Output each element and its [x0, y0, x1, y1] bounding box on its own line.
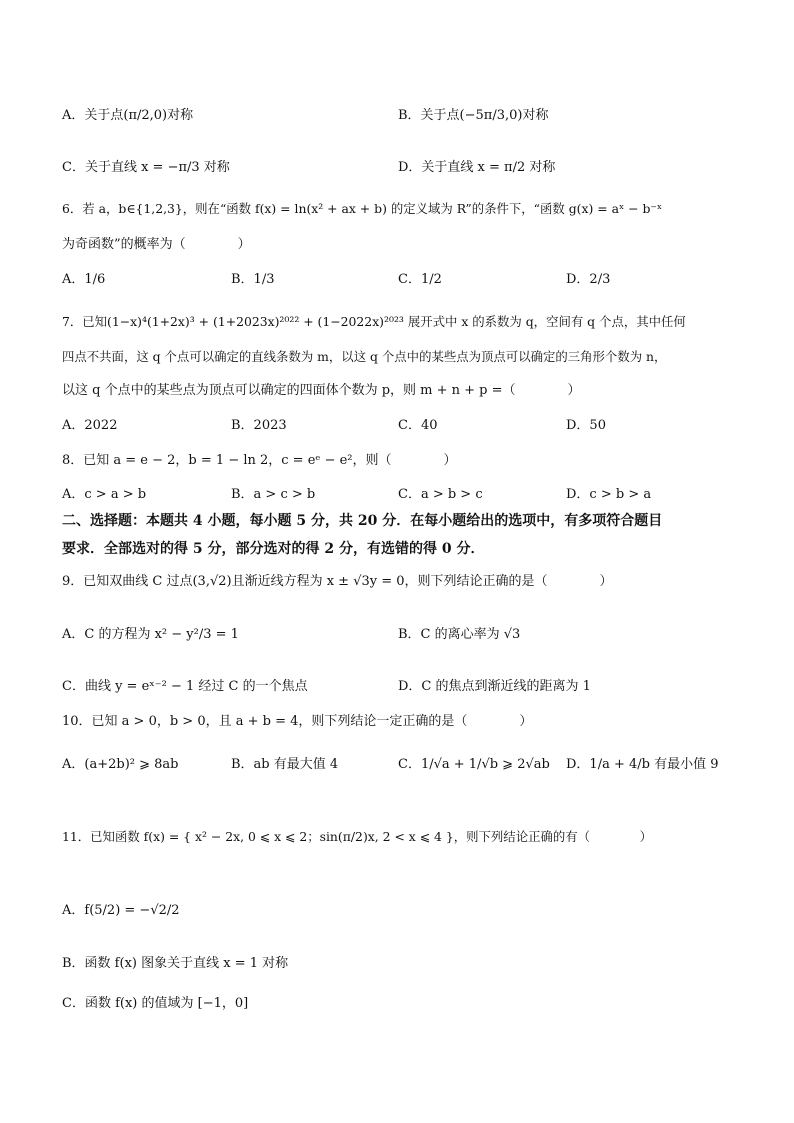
q7-option-a: A．2022 — [62, 418, 118, 433]
q10-option-a: A．(a+2b)² ⩾ 8ab — [62, 757, 179, 772]
q11-option-a: A．f(5/2) = −√2/2 — [62, 903, 180, 918]
q10-option-b: B．ab 有最大值 4 — [231, 757, 339, 772]
q7-stem: 7．已知(1−x)⁴(1+2x)³ + (1+2023x)²⁰²² + (1−2022x)²⁰²³ 展开式中 x 的系数为 q，空间有 q 个点，其中任何 — [62, 314, 686, 329]
q10-option-c: C．1/√a + 1/√b ⩾ 2√ab — [398, 757, 550, 772]
q9-option-c: C．曲线 y = eˣ⁻² − 1 经过 C 的一个焦点 — [62, 679, 308, 694]
section2-heading-cont: 要求．全部选对的得 5 分，部分选对的得 2 分，有选错的得 0 分． — [62, 541, 485, 557]
q7-stem-cont1: 四点不共面，这 q 个点可以确定的直线条数为 m，以这 q 个点中的某些点为顶点可以确定的三角形个数为 n， — [62, 349, 667, 364]
q9-stem: 9．已知双曲线 C 过点(3,√2)且渐近线方程为 x ± √3y = 0，则下列结论正确的是（ ） — [62, 574, 613, 589]
q11-option-c: C．函数 f(x) 的值域为 [−1，0] — [62, 996, 249, 1011]
q5-option-a: A．关于点(π/2,0)对称 — [62, 108, 194, 123]
q10-stem: 10．已知 a > 0，b > 0，且 a + b = 4，则下列结论一定正确的是（ ） — [62, 714, 533, 729]
section2-heading: 二、选择题：本题共 4 小题，每小题 5 分，共 20 分．在每小题给出的选项中，有多项符合题目 — [62, 513, 663, 529]
q8-option-d: D．c > b > a — [566, 487, 652, 502]
q5-option-c: C．关于直线 x = −π/3 对称 — [62, 160, 230, 175]
q9-option-a: A．C 的方程为 x² − y²/3 = 1 — [62, 627, 239, 642]
q7-stem-cont2: 以这 q 个点中的某些点为顶点可以确定的四面体个数为 p，则 m + n + p =（ ） — [62, 383, 581, 398]
q6-stem: 6．若 a，b∈{1,2,3}，则在“函数 f(x) = ln(x² + ax + b) 的定义域为 R”的条件下，“函数 g(x) = aˣ − b⁻ˣ — [62, 201, 663, 216]
q11-stem: 11．已知函数 f(x) = { x² − 2x, 0 ⩽ x ⩽ 2；sin(π/2)x, 2 < x ⩽ 4 }，则下列结论正确的有（ ） — [62, 829, 652, 844]
q7-option-d: D．50 — [566, 418, 606, 433]
q8-option-c: C．a > b > c — [398, 487, 483, 502]
q9-option-b: B．C 的离心率为 √3 — [398, 627, 521, 642]
q10-option-d: D．1/a + 4/b 有最小值 9 — [566, 757, 719, 772]
q5-option-d: D．关于直线 x = π/2 对称 — [398, 160, 556, 175]
q8-stem: 8．已知 a = e − 2，b = 1 − ln 2，c = eᵉ − e²，则（ ） — [62, 453, 457, 468]
q6-stem-cont: 为奇函数”的概率为（ ） — [62, 237, 251, 252]
q8-option-a: A．c > a > b — [62, 487, 147, 502]
q9-option-d: D．C 的焦点到渐近线的距离为 1 — [398, 679, 591, 694]
q6-option-b: B．1/3 — [231, 272, 275, 287]
q7-option-c: C．40 — [398, 418, 438, 433]
q8-option-b: B．a > c > b — [231, 487, 316, 502]
q6-option-a: A．1/6 — [62, 272, 106, 287]
q6-option-d: D．2/3 — [566, 272, 611, 287]
q5-option-b: B．关于点(−5π/3,0)对称 — [398, 108, 549, 123]
q7-option-b: B．2023 — [231, 418, 287, 433]
q6-option-c: C．1/2 — [398, 272, 442, 287]
q11-option-b: B．函数 f(x) 图象关于直线 x = 1 对称 — [62, 956, 289, 971]
